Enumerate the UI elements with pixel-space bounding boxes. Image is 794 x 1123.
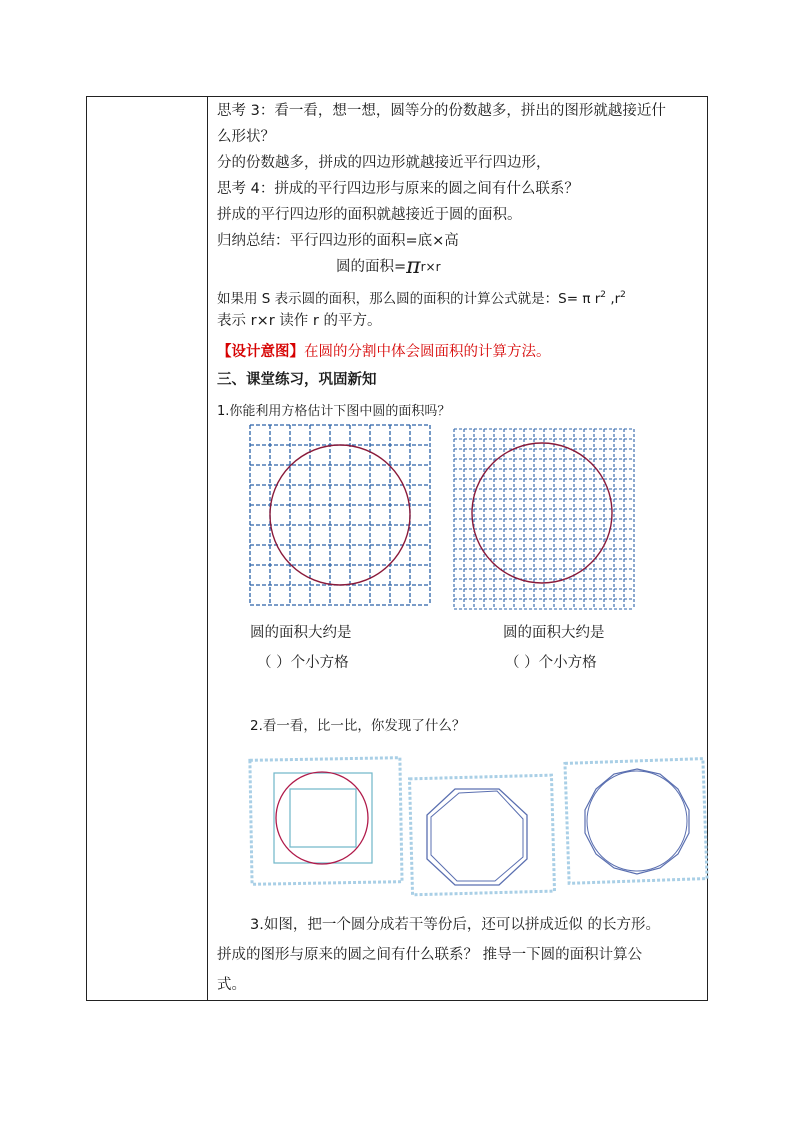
right-blank: （ ）个小方格 [505,655,597,671]
formula-sup2: 2 [620,290,626,300]
lesson-table [86,96,708,1001]
pi-symbol: π [406,254,421,279]
formula-line [217,283,626,311]
formula-line-a: 如果用 S 表示圆的面积，那么圆的面积的计算公式就是：S= π r [217,291,601,307]
right-caption: 圆的面积大约是 [503,625,605,641]
section3-title: 三、课堂练习，巩固新知 [217,372,377,388]
formula-line-b: ,r [606,291,621,307]
circle-area-prefix: 圆的面积= [336,259,407,275]
note-figures [245,753,709,903]
summary-text: 归纳总结：平行四边形的面积=底×高 [217,233,459,249]
left-blank: （ ）个小方格 [257,655,349,671]
question3-line3: 式。 [217,977,246,993]
design-label: 【设计意图】 [217,344,304,360]
left-caption: 圆的面积大约是 [250,625,352,641]
think3-text: 思考 3：看一看，想一想，圆等分的份数越多，拼出的图形就越接近什 [217,103,666,119]
question3-line2: 拼成的图形与原来的圆之间有什么联系？ 推导一下圆的面积计算公 [217,947,643,963]
answer3-text: 分的份数越多，拼成的四边形就越接近平行四边形， [217,155,551,171]
think4-text: 思考 4：拼成的平行四边形与原来的圆之间有什么联系？ [217,181,579,197]
circle-left [270,445,410,585]
design-intent [217,340,551,364]
note-card-3 [565,759,707,884]
answer4-text: 拼成的平行四边形的面积就越接近于圆的面积。 [217,207,522,223]
question2-text: 2.看一看，比一比，你发现了什么？ [250,718,466,734]
note-card-1 [250,758,402,885]
circle-right [472,443,612,583]
column-divider [207,97,208,1000]
circle-area-suffix: r×r [420,260,441,274]
grid-lines-left [250,425,430,605]
note-card-2 [410,775,555,895]
formula-sup1: 2 [600,290,607,300]
design-text: 在圆的分割中体会圆面积的计算方法。 [304,344,551,360]
circle-area-formula [336,255,441,279]
question1-text: 1.你能利用方格估计下图中圆的面积吗？ [217,404,451,419]
grid-figure-left [248,423,432,607]
grid-figure-right [452,427,636,611]
grid-lines-right [454,429,634,609]
question3-line1: 3.如图，把一个圆分成若干等份后，还可以拼成近似 的长方形。 [250,917,660,933]
formula-line2: 表示 r×r 读作 r 的平方。 [217,313,382,329]
think3-cont-text: 么形状？ [217,129,275,145]
